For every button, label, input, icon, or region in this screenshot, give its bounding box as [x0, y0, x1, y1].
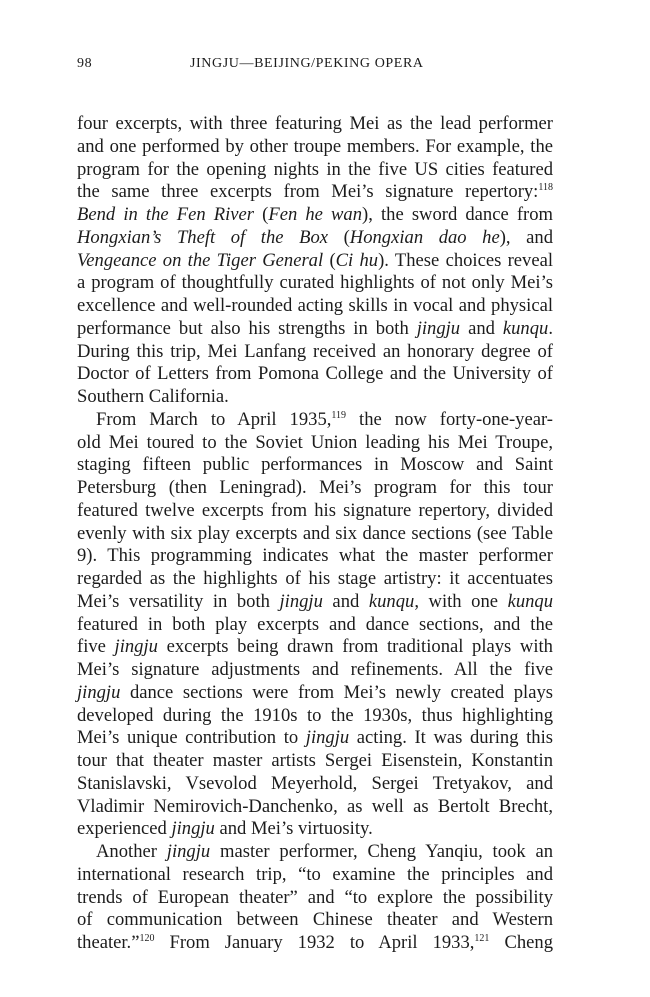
text-segment: master performer, Cheng Yanqiu, took an [210, 841, 554, 862]
text-segment: of communication between Chinese theater and Western [77, 909, 553, 931]
italic-text: Hongxian dao he [349, 226, 500, 248]
text-segment: Mei’s signature adjustments and refinements. All the five [77, 659, 553, 680]
text-segment: 9). This programming indicates what the master performer [77, 545, 553, 567]
text-line [77, 159, 553, 182]
footnote-ref: 121 [474, 933, 490, 944]
italic-text: Fen he wan [268, 204, 363, 225]
paragraph-first-line [77, 409, 553, 432]
text-segment: ( [323, 249, 336, 271]
text-line [77, 204, 553, 227]
text-segment: ( [254, 204, 269, 225]
text-segment: and [460, 317, 503, 339]
text-segment: From March to April 1935, [96, 408, 332, 430]
text-line [77, 227, 553, 250]
text-line [77, 136, 553, 159]
text-segment: tour that theater master artists Sergei Eisenstein, Konstantin [77, 750, 553, 771]
text-segment: Mei’s unique contribution to [77, 727, 306, 749]
text-line [77, 568, 553, 591]
text-segment: dance sections were from Mei’s newly created plays [120, 681, 553, 703]
text-segment: experienced [77, 818, 172, 840]
text-segment: evenly with six play excerpts and six dance sections (see Table [77, 522, 553, 544]
text-segment: During this trip, Mei Lanfang received an honorary degree of [77, 340, 553, 362]
italic-text: jingju [114, 636, 158, 658]
text-line [77, 545, 553, 568]
text-segment: staging fifteen public performances in Moscow and Saint [77, 454, 553, 476]
text-segment: . [548, 317, 553, 339]
italic-text: kunqu [507, 590, 554, 612]
italic-text: kunqu [368, 590, 415, 612]
text-line [77, 591, 553, 614]
text-line [77, 932, 553, 955]
text-line [77, 386, 553, 409]
text-line [77, 432, 553, 455]
text-segment: ), and [499, 226, 553, 248]
text-segment: performance but also his strengths in both [77, 317, 417, 339]
text-segment: and [322, 590, 369, 612]
text-line [77, 318, 553, 341]
paragraph-first-line [77, 841, 553, 864]
text-line [77, 113, 553, 136]
text-segment: program for the opening nights in the five US cities featured [77, 158, 553, 180]
footnote-ref: 118 [538, 182, 553, 194]
text-segment: international research trip, “to examine the principles and [77, 863, 553, 885]
text-line [77, 909, 553, 932]
italic-text: jingju [171, 818, 215, 840]
text-segment: Petersburg (then Leningrad). Mei’s program for this tour [77, 477, 553, 498]
italic-text: Bend in the Fen River [77, 204, 255, 225]
page-number: 98 [77, 56, 93, 71]
body-text [77, 113, 553, 955]
text-line [77, 523, 553, 546]
text-segment: theater.” [77, 932, 140, 953]
text-segment: a program of thoughtfully curated highlights of not only Mei’s [77, 272, 553, 294]
text-segment: Mei’s versatility in both [77, 590, 280, 612]
text-segment: Vladimir Nemirovich-Danchenko, as well as Bertolt Brecht, [77, 795, 553, 817]
text-segment: Doctor of Letters from Pomona College and the University of [77, 363, 553, 385]
text-segment: regarded as the highlights of his stage artistry: it accentuates [77, 568, 553, 589]
text-segment: From January 1932 to April 1933, [154, 932, 475, 953]
text-segment: ). These choices reveal [378, 249, 554, 271]
text-line [77, 636, 553, 659]
text-segment: and one performed by other troupe members. For example, the [77, 135, 553, 157]
text-line [77, 181, 553, 204]
text-line [77, 887, 553, 910]
text-line [77, 705, 553, 728]
text-line [77, 477, 553, 500]
italic-text: jingju [279, 590, 323, 612]
italic-text: kunqu [502, 317, 549, 339]
text-line [77, 614, 553, 637]
text-line [77, 796, 553, 819]
text-line [77, 773, 553, 796]
italic-text: jingju [305, 727, 350, 749]
text-line [77, 272, 553, 295]
text-segment: old Mei toured to the Soviet Union leading his Mei Troupe, [77, 431, 553, 453]
text-segment: developed during the 1910s to the 1930s, thus highlighting [77, 704, 553, 726]
text-line [77, 295, 553, 318]
text-segment: the same three excerpts from Mei’s signature repertory: [77, 181, 539, 203]
text-segment: excellence and well-rounded acting skills in vocal and physical [77, 295, 553, 316]
italic-text: jingju [416, 317, 461, 339]
text-segment: Cheng [489, 932, 553, 953]
text-segment: featured twelve excerpts from his signature repertory, divided [77, 499, 553, 521]
text-segment: Southern California. [77, 386, 229, 407]
text-segment: Stanislavski, Vsevolod Meyerhold, Sergei Tretyakov, and [77, 772, 553, 794]
text-line [77, 750, 553, 773]
text-line [77, 864, 553, 887]
text-segment: five [77, 636, 115, 658]
text-segment: four excerpts, with three featuring Mei as the lead performer [77, 113, 553, 134]
running-title: JINGJU—BEIJING/PEKING OPERA [190, 56, 424, 71]
text-segment: trends of European theater” and “to explore the possibility [77, 886, 553, 908]
italic-text: jingju [166, 841, 211, 862]
text-line [77, 341, 553, 364]
italic-text: Vengeance on the Tiger General [77, 249, 324, 271]
text-segment: and Mei’s virtuosity. [214, 818, 373, 840]
italic-text: jingju [77, 681, 121, 703]
text-line [77, 659, 553, 682]
text-line [77, 363, 553, 386]
text-segment: featured in both play excerpts and dance sections, and the [77, 613, 553, 635]
text-line [77, 454, 553, 477]
text-segment: Another [96, 841, 167, 862]
footnote-ref: 120 [139, 933, 155, 944]
text-segment: ( [328, 226, 350, 248]
text-line [77, 727, 553, 750]
text-line [77, 682, 553, 705]
italic-text: Hongxian’s Theft of the Box [77, 226, 328, 248]
text-segment: ), the sword dance from [362, 204, 553, 225]
text-segment: excerpts being drawn from traditional plays with [157, 636, 553, 658]
text-line [77, 818, 553, 841]
text-line [77, 250, 553, 273]
text-segment: acting. It was during this [349, 727, 554, 749]
italic-text: Ci hu [335, 249, 379, 271]
text-segment: the now forty-one-year- [346, 408, 553, 430]
text-segment: , with one [414, 590, 508, 612]
running-head [77, 56, 575, 78]
text-line [77, 500, 553, 523]
footnote-ref: 119 [331, 409, 347, 421]
